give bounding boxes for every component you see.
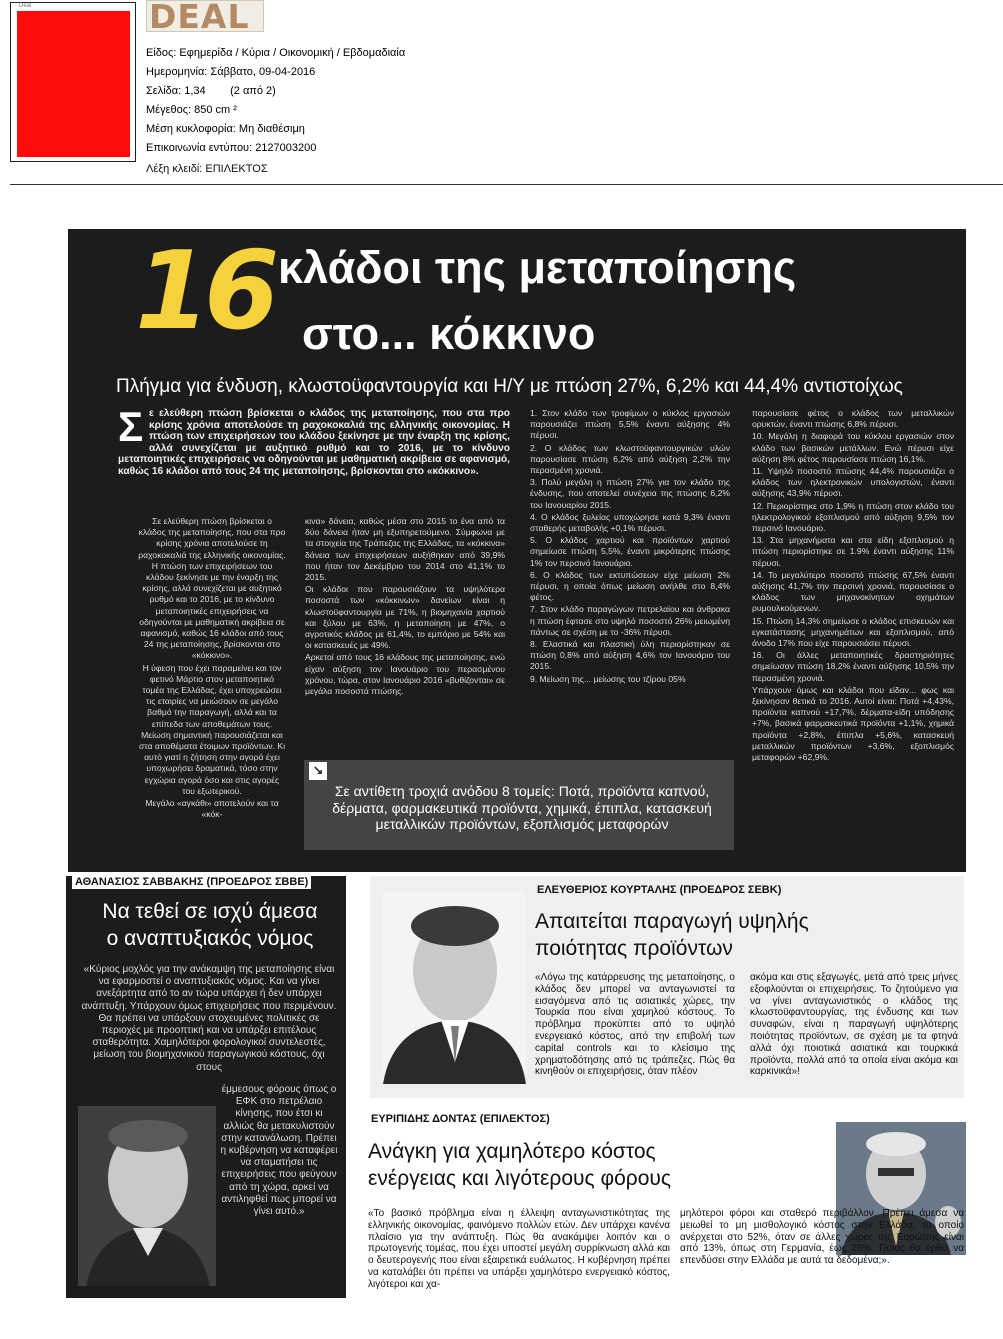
- meta-page: Σελίδα: 1,34 (2 από 2): [146, 85, 276, 97]
- meta-date: Ημερομηνία: Σάββατο, 09-04-2016: [146, 66, 316, 78]
- sector-item: 7. Στον κλάδο παραγώγων πετρελαίου και άνθρακα η πτώση έφτασε στο υψηλό ποσοστό 26% μειωμένη πάντως σε σχέση με το -36% πέρυσι.: [530, 604, 730, 637]
- headline-line-2: στο... κόκκινο: [302, 308, 596, 359]
- interview-quote-continued: έμμεσους φόρους όπως ο ΕΦΚ στο πετρέλαιο κίνησης, που έτσι κι αλλιώς θα μετακυλιστούν στην κατανάλωση. Πρέπει η κυβέρνηση να καταφέρει να σταματήσει τις επιχειρήσεις που φεύγουν από τη χώρα, αρκεί να αντιληφθεί πως μπορεί να γίνει αυτό.»: [220, 1084, 338, 1218]
- thumbnail-red-block: [17, 11, 130, 157]
- sector-item: 5. Ο κλάδος χαρτιού και προϊόντων χαρτιού σημείωσε πτώση 5,5%, έναντι μικρότερης πτώσης 1% τον περσινό Ιανουάριο.: [530, 535, 730, 568]
- article-column-1: [138, 516, 286, 821]
- headline-line: Απαιτείται παραγωγή υψηλής: [535, 910, 809, 933]
- meta-type: Είδος: Εφημερίδα / Κύρια / Οικονομική / Εβδομαδιαία: [146, 47, 406, 59]
- article-column-2: [305, 516, 505, 698]
- meta-size: Μέγεθος: 850 cm ²: [146, 104, 237, 116]
- drop-cap: Σ: [118, 403, 144, 450]
- sector-item: 2. Ο κλάδος των κλωστοϋφαντουργικών υλών παρουσίασε πτώση 6,2% από αύξηση 2,2% την περασμένη χρονιά.: [530, 442, 730, 476]
- thumbnail-masthead: Deal: [19, 3, 32, 9]
- arrow-icon: ↘: [309, 762, 327, 780]
- headline-number: 16: [135, 229, 274, 354]
- meta-circulation: Μέση κυκλοφορία: Μη διαθέσιμη: [146, 123, 305, 135]
- interview-headline: [80, 898, 340, 952]
- column-paragraph: Σε ελεύθερη πτώση βρίσκεται ο κλάδος της μεταποίησης, που στα προ κρίσης χρόνια αποτελούσε τη ραχοκοκαλιά της ελληνικής οικονομίας. Η πτώση των επιχειρήσεων του κλάδου ξεκίνησε με την έναρξη της κρίσης, αλλά συνεχίζεται με αυξητικό ρυθμό και το 2016, με το κίνδυνο μεταποιητικές επιχειρήσεις να οδηγούνται με μαθηματική ακρίβεια σε αφανισμό, καθώς 16 κλάδοι από τους 24 της μεταποίησης, βρίσκονται στο «κόκκινο».: [138, 516, 286, 661]
- sector-item: Υπάρχουν όμως και κλάδοι που είδαν... φως και ξεκίνησαν θετικά το 2016. Αυτοί είναι: Ποτά +4,43%, προϊόντα καπνού +17,7%, δέρματα-είδη υπόδησης +7%, βασικά φαρμακευτικά προϊόντα +1,1%, χημικά προϊόντα +2,8%, έπιπλα +5,6%, κατασκευή μεταλλικών προϊόντων +3,6%, εξοπλισμός μεταφορών +62,9%.: [752, 684, 954, 763]
- headline-line-1: κλάδοι της μεταποίησης: [278, 242, 797, 293]
- meta-contact: Επικοινωνία εντύπου: 2127003200: [146, 142, 317, 154]
- sector-item: 14. Το μεγαλύτερο ποσοστό πτώσης 67,5% έναντι αύξησης 41,7% την περσινή χρονιά, παρουσίασε ο κλάδος των μηχανοκίνητων οχημάτων ρυμουλκούμενων.: [752, 569, 954, 614]
- column-paragraph: κινα» δάνεια, καθώς μέσα στο 2015 το ένα από τα δύο δάνεια ήταν μη εξυπηρετούμενο. Σύμφωνα με τα στοιχεία της Τράπεζας της Ελλάδας, τα «κόκκινα» δάνεια των επιχειρήσεων αυξήθηκαν από 39,9% που ήταν τον Δεκέμβριο του 2014 στο 41,1% το 2015.: [305, 516, 505, 583]
- interview-byline: ΕΥΡΙΠΙΔΗΣ ΔΟΝΤΑΣ (ΕΠΙΛΕΚΤΟΣ): [368, 1112, 553, 1126]
- column-paragraph: Η ύφεση που έχει παραμείνει και τον φετινό Μάρτιο στον μεταποιητικό τομέα της Ελλάδας, έχει υποχρεώσει τις εταιρίες να μειώσουν σε μεγάλο βαθμό την παραγωγή, αλλά και τα επίπεδα των αποθεμάτων τους. Μείωση σημαντική παρουσιάζεται και στα αποθέματα έτοιμων προϊόντων. Κι αυτό γιατί η ζήτηση στην αγορά έχει υποχωρήσει δραματικά, τόσο στην εγχώρια αγορά όσο και στις αγορές του εξωτερικού.: [138, 662, 286, 796]
- article-column-3: [530, 408, 730, 686]
- portrait-silhouette-icon: [78, 1106, 216, 1286]
- interview-headline: [368, 1138, 671, 1192]
- sector-item: 8. Ελαστικά και πλαστική ύλη περιορίστηκαν σε πτώση 0,8% από αύξηση 4,6% τον Ιανουάριο του 2015.: [530, 639, 730, 672]
- publication-logo: [146, 0, 264, 36]
- headline-line: ο αναπτυξιακός νόμος: [106, 927, 314, 950]
- interview-byline: ΑΘΑΝΑΣΙΟΣ ΣΑΒΒΑΚΗΣ (ΠΡΟΕΔΡΟΣ ΣΒΒΕ): [72, 875, 311, 889]
- portrait-photo: [383, 892, 526, 1084]
- header-divider: [10, 184, 1003, 185]
- sector-item: 6. Ο κλάδος των εκτυπώσεων είχε μείωση 2% πέρυσι, η οποία όπως μείωση ανήλθε στο 8,4% φέτος.: [530, 569, 730, 603]
- sector-item: παρουσίασε φέτος ο κλάδος των μεταλλικών ορυκτών, έναντι πτώσης 6,8% πέρυσι.: [752, 408, 954, 430]
- interview-text-left: «Το βασικό πρόβλημα είναι η έλλειψη ανταγωνιστικότητας της ελληνικής οικονομίας, φαινόμενο πολλών ετών. Δεν υπάρχει κανένα πλαίσιο για την ανάπτυξη. Πώς θα ανακάμψει λοιπόν και ο πρωτογενής τομέας, που έχει υποστεί μεγάλη συρρίκνωση αλλά και ο δευτερογενής που είναι εξαιρετικά ευάλωτος. Η κυβέρνηση πρέπει να καταλάβει ότι πρέπει να υπάρξει χαμηλότερο ενεργειακό κόστος, λιγότεροι και χα-: [368, 1208, 670, 1290]
- headline-line: ενέργειας και λιγότερους φόρους: [368, 1167, 671, 1190]
- portrait-photo: [78, 1106, 216, 1286]
- logo-text: DEAL: [149, 0, 250, 36]
- interview-text-right: μηλότεροι φόροι και σταθερό περιβάλλον. Πρέπει άμεσα να μειωθεί το μη μισθολογικό κόστος στην Ελλάδα, το οποίο ανέρχεται στο 52%, όταν σε άλλες χώρες της Ευρώπης είναι από 13%, όπως στη Γερμανία, έως 26%. Ποιος θα έρθει να επενδύσει στην Ελλάδα με αυτά τα δεδομένα;».: [680, 1208, 964, 1267]
- portrait-silhouette-icon: [383, 892, 526, 1084]
- clip-metadata: [146, 44, 405, 158]
- article-column-4: [752, 408, 954, 764]
- sector-item: 3. Πολύ μεγάλη η πτώση 27% για τον κλάδο της ένδυσης, που αποτελεί συνέχεια της πτώσης 6,2% του Ιανουαρίου 2015.: [530, 477, 730, 510]
- headline-line: Να τεθεί σε ισχύ άμεσα: [102, 900, 318, 923]
- sector-item: 16. Οι άλλες μεταποιητικές δραστηριότητες σημείωσαν πτώση 18,2% έναντι αύξησης 10,5% την περασμένη χρονιά.: [752, 650, 954, 683]
- column-paragraph: Μεγάλο «αγκάθι» αποτελούν και τα «κόκ-: [145, 798, 279, 820]
- headline-line: Ανάγκη για χαμηλότερο κόστος: [368, 1140, 656, 1163]
- page-thumbnail: [10, 2, 136, 162]
- sector-item: 12. Περιορίστηκε στο 1,9% η πτώση στον κλάδο του ηλεκτρολογικού εξοπλισμού από αύξηση 9,5% τον περσινό Ιανουάριο.: [752, 500, 954, 534]
- sector-item: 13. Στα μηχανήματα και στα είδη εξοπλισμού η πτώση περιορίστηκε σε 1.9% έναντι αύξησης 11% πέρυσι.: [752, 535, 954, 568]
- headline-line: ποιότητας προϊόντων: [535, 937, 733, 960]
- sector-item: 4. Ο κλάδος ξυλείας υποχώρησε κατά 9,3% έναντι σταθερής μεταβολής +0,1% πέρυσι.: [530, 511, 730, 534]
- sector-item: 10. Μεγάλη η διαφορά του κύκλου εργασιών στον κλάδο των βασικών μετάλλων. Ενώ πέρυσι είχε αύξηση 8% φέτος παρουσίασε πτώση 16,1%.: [752, 431, 954, 464]
- sector-item: 1. Στον κλάδο των τροφίμων ο κύκλος εργασιών παρουσιάζει πτώση 5,5% έναντι αύξησης 4% πέρυσι.: [530, 408, 730, 441]
- article-lead: [118, 403, 510, 478]
- sector-item: 11. Υψηλό ποσοστό πτώσης 44,4% παρουσιάζει ο κλάδος των ηλεκτρονικών υπολογιστών, έναντι αύξησης 43,9% πέρυσι.: [752, 466, 954, 499]
- column-paragraph: Οι κλάδοι που παρουσιάζουν τα υψηλότερα ποσοστά των «κόκκινων» δανείων είναι η κλωστοϋφαντουργία με 71%, η βιομηχανία χαρτιού και ξύλου με 63%, η μεταποίηση με 47%, ο αγροτικός κλάδος με 61,4%, το εμπόριο με 54% και οι κατασκευές με 49%.: [305, 584, 505, 651]
- interview-text-left: «Λόγω της κατάρρευσης της μεταποίησης, ο κλάδος δεν μπορεί να ανταγωνιστεί τα εισαγόμενα από τις ασιατικές χώρες, την Τουρκία που είναι χαμηλού κόστους. Το πρόβλημα προκύπτει από το υψηλό ενεργειακό κόστος, από την επιβολή των capital controls και το κλείσιμο της χρηματοδότησης από τις τράπεζες. Πώς θα κινηθούν οι επιχειρήσεις, όταν πλέον: [535, 972, 735, 1078]
- interview-quote: «Κύριος μοχλός για την ανάκαμψη της μεταποίησης είναι να εφαρμοστεί ο αναπτυξιακός νόμος. Και να γίνει ανεξάρτητα από το αν τώρα υπάρχει ή δεν υπάρχει ανάπτυξη. Υπάρχουν όμως επιχειρήσεις που περιμένουν. Θα πρέπει να υπάρξουν στοχευμένες πολιτικές σε περιοχές με προοπτική και να υπάρξει επιτέλους σταθερότητα. Χαμηλότεροι φορολογικοί συντελεστές, μείωση του βιομηχανικού παραγωγικού κόστους, όχι στους: [81, 964, 337, 1073]
- highlight-box: [304, 760, 734, 850]
- highlight-text: Σε αντίθετη τροχιά ανόδου 8 τομείς: Ποτά, προϊόντα καπνού, δέρματα, φαρμακευτικά προϊόντα, χημικά, έπιπλα, κατασκευή μεταλλικών προϊόντων, εξοπλισμός μεταφορών: [332, 783, 712, 832]
- interview-byline: ΕΛΕΥΘΕΡΙΟΣ ΚΟΥΡΤΑΛΗΣ (ΠΡΟΕΔΡΟΣ ΣΕΒΚ): [537, 884, 782, 896]
- clip-keyword: Λέξη κλειδί: ΕΠΙΛΕΚΤΟΣ: [146, 163, 268, 175]
- article-subtitle: Πλήγμα για ένδυση, κλωστοϋφαντουργία και Η/Υ με πτώση 27%, 6,2% και 44,4% αντιστοίχως: [116, 376, 903, 397]
- interview-text-right: ακόμα και στις εξαγωγές, μετά από τρεις μήνες εξοφλούνται οι επιχειρήσεις. Το ζητούμενο για να γίνει ανταγωνιστικός ο κλάδος της κλωστοϋφαντουργίας, της ένδυσης και των συναφών, είναι η παραγωγή υψηλότερης ποιότητας προϊόντων, σε σχέση με τα φτηνά αλλά όχι ποιοτικά ασιατικά και τουρκικά προϊόντα, πολλά από τα οποία είναι ακόμα και καρκινικά»!: [750, 972, 958, 1078]
- column-paragraph: Αρκετοί από τους 16 κλάδους της μεταποίησης, ενώ είχαν αύξηση τον Ιανουάριο του περασμένου χρόνου, τώρα, στον Ιανουάριο 2016 «βυθίζονται» σε μεγάλα ποσοστά πτώσης.: [305, 652, 505, 697]
- sector-item: 15. Πτώση 14,3% σημείωσε ο κλάδος επισκευών και εγκατάστασης μηχανημάτων και εξοπλισμού, από άνοδο 17% που είχε παρουσιάσει πέρυσι.: [752, 615, 954, 649]
- sector-item: 9. Μείωση της... μείωσης του τζίρου 05%: [530, 673, 686, 684]
- lead-text: ε ελεύθερη πτώση βρίσκεται ο κλάδος της μεταποίησης, που στα προ κρίσης χρόνια αποτελούσε τη ραχοκοκαλιά της ελληνικής οικονομίας. Η πτώση των επιχειρήσεων του κλάδου ξεκίνησε με την έναρξη της κρίσης, αλλά συνεχίζεται με αυξητικό ρυθμό και το 2016, με το κίνδυνο μεταποιητικές επιχειρήσεις να οδηγούνται με μαθηματική ακρίβεια σε αφανισμό, καθώς 16 κλάδοι από τους 24 της μεταποίησης, βρίσκονται στο «κόκκινο».: [118, 408, 510, 477]
- interview-headline: [535, 908, 809, 962]
